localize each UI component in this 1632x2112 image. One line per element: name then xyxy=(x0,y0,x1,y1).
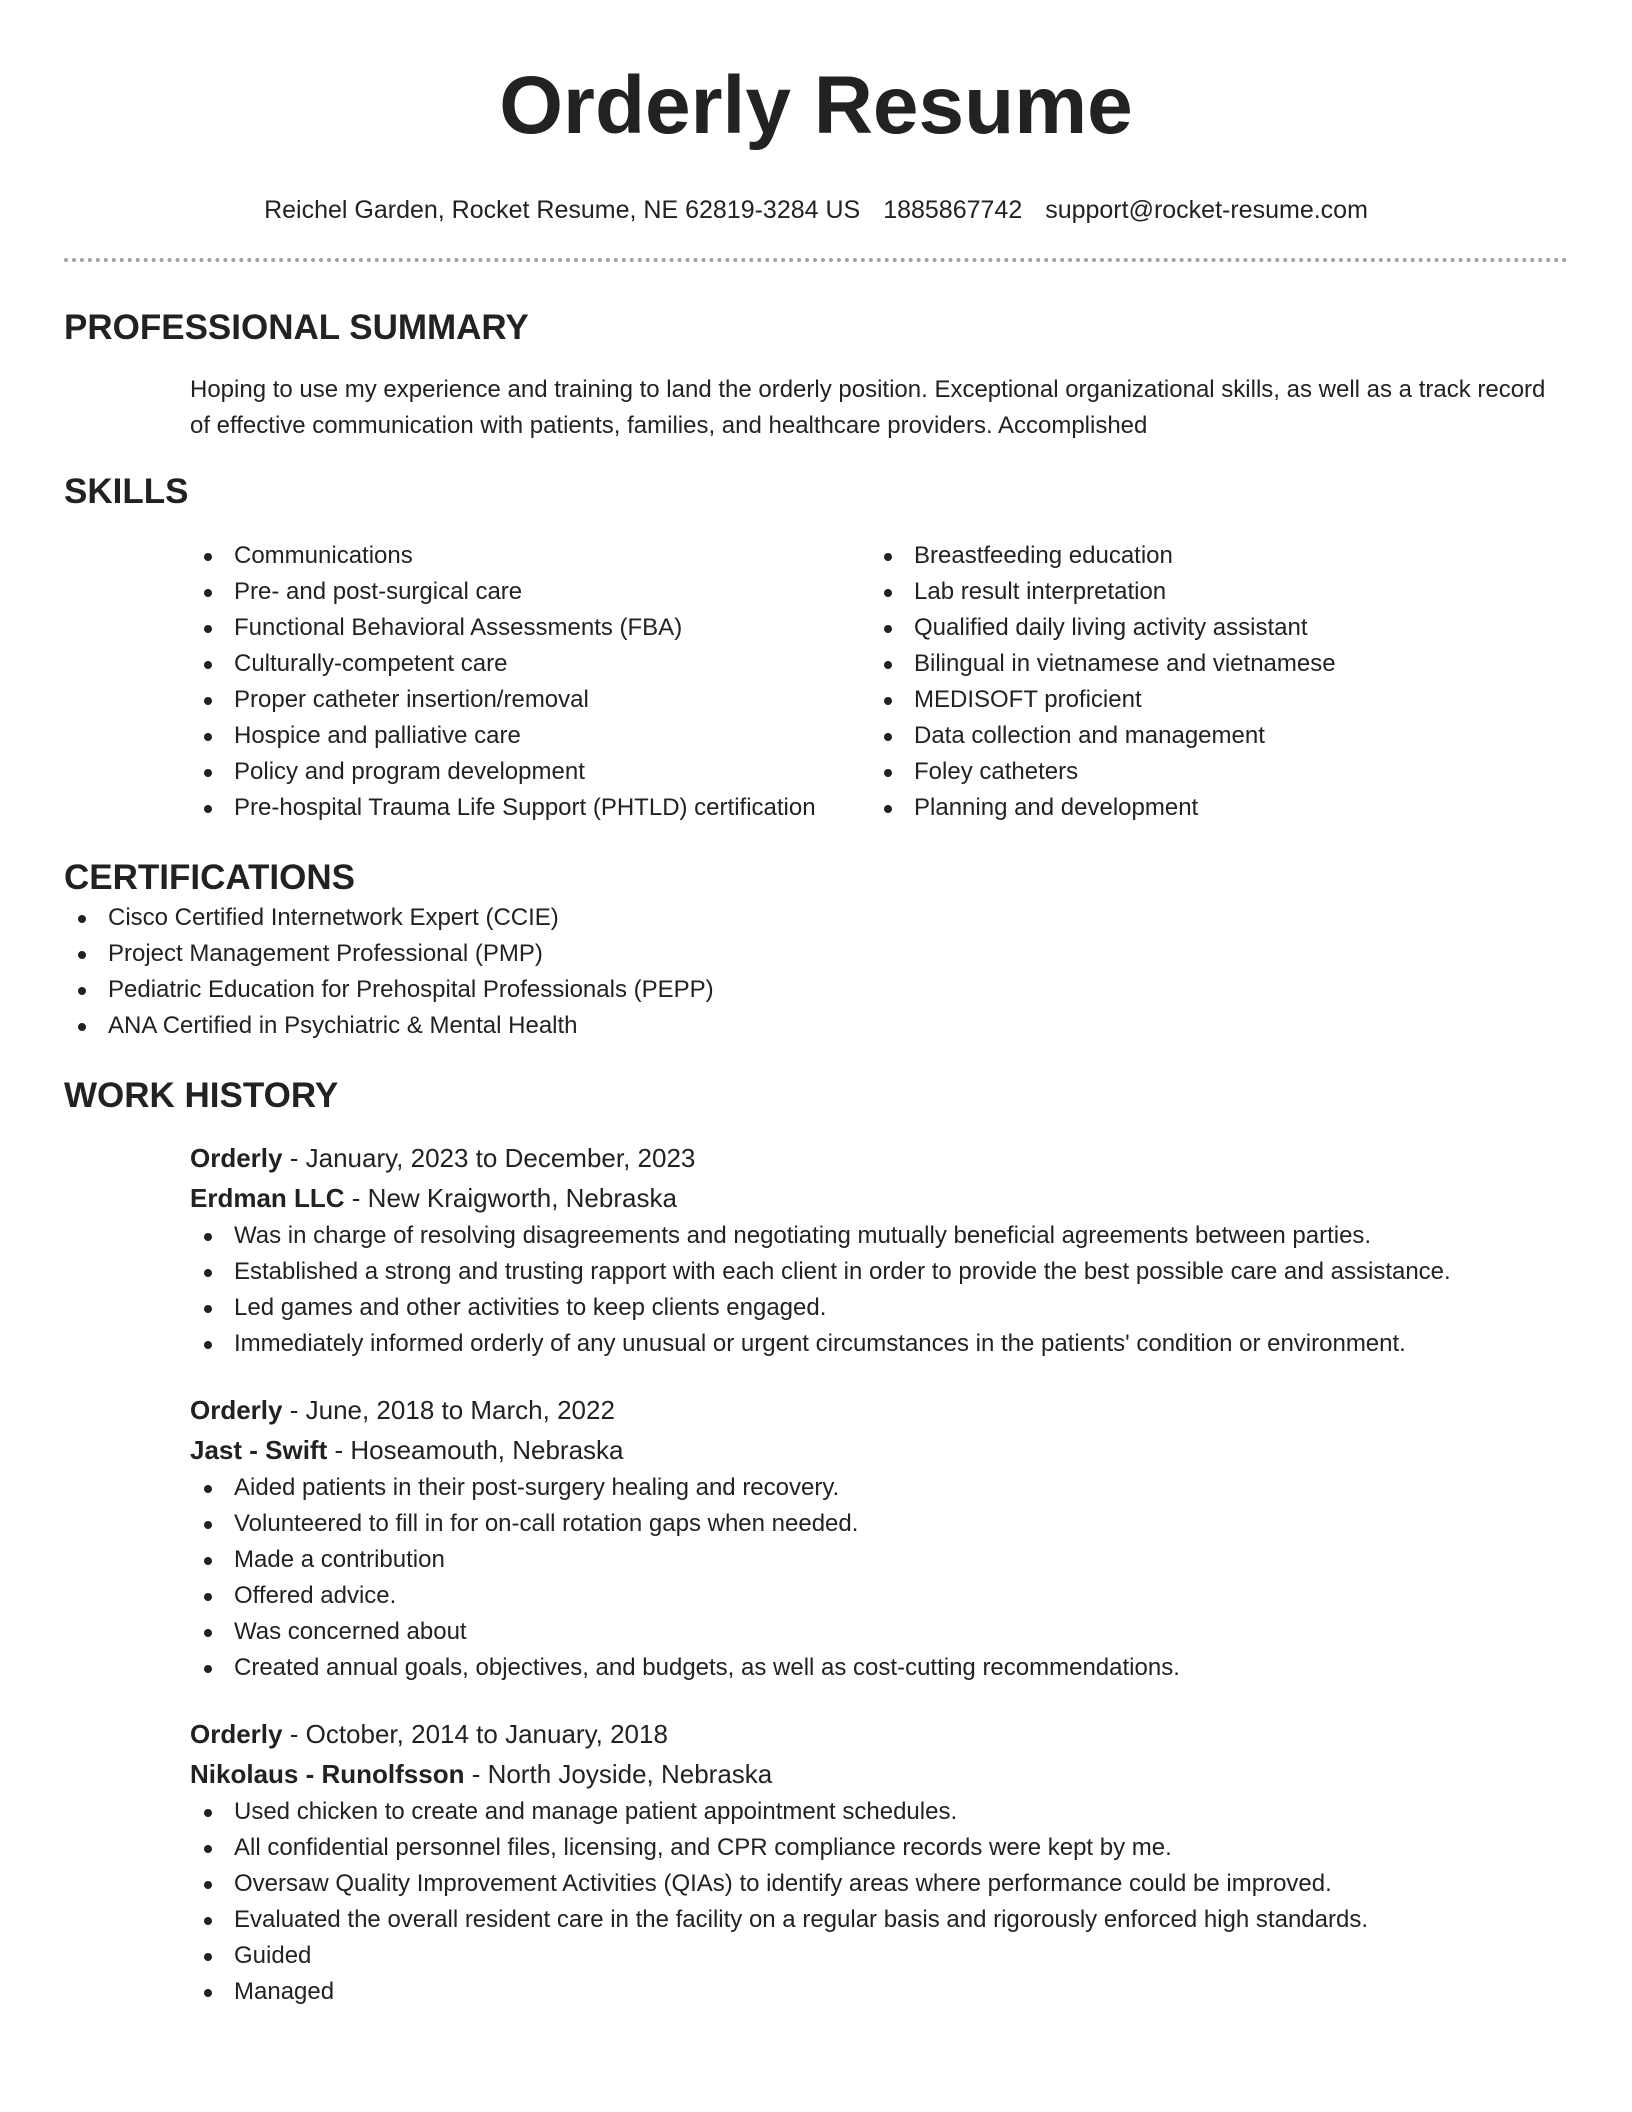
job-duty: Made a contribution xyxy=(190,1542,1568,1578)
job-duty: Managed xyxy=(190,1974,1568,2010)
skills-heading: SKILLS xyxy=(64,472,189,511)
certification-item: Project Management Professional (PMP) xyxy=(64,936,1568,972)
skill-item: Hospice and palliative care xyxy=(190,718,870,754)
job-location: - New Kraigworth, Nebraska xyxy=(344,1183,677,1213)
certification-item: ANA Certified in Psychiatric & Mental Health xyxy=(64,1008,1568,1044)
job-dates: - January, 2023 to December, 2023 xyxy=(282,1143,696,1173)
job-role: Orderly xyxy=(190,1719,283,1749)
skill-item: Policy and program development xyxy=(190,754,870,790)
certification-item: Cisco Certified Internetwork Expert (CCIE) xyxy=(64,900,1568,936)
job-entry xyxy=(190,1390,1568,1686)
skill-item: Pre- and post-surgical care xyxy=(190,574,870,610)
job-role: Orderly xyxy=(190,1143,283,1173)
job-duty: Established a strong and trusting rapport with each client in order to provide the best possible care and assistance. xyxy=(190,1254,1568,1290)
skill-item: Breastfeeding education xyxy=(870,538,1550,574)
job-company-line xyxy=(190,1430,1568,1470)
job-duty: Was concerned about xyxy=(190,1614,1568,1650)
skills-list-right xyxy=(870,538,1550,826)
job-company-line xyxy=(190,1178,1568,1218)
contact-address: Reichel Garden, Rocket Resume, NE 62819-3284 US xyxy=(264,196,861,224)
job-dates: - June, 2018 to March, 2022 xyxy=(282,1395,615,1425)
job-duty: Volunteered to fill in for on-call rotation gaps when needed. xyxy=(190,1506,1568,1542)
job-duty: Immediately informed orderly of any unusual or urgent circumstances in the patients' condition or environment. xyxy=(190,1326,1568,1362)
skills-list-left xyxy=(190,538,870,826)
skill-item: Lab result interpretation xyxy=(870,574,1550,610)
job-duty: Led games and other activities to keep clients engaged. xyxy=(190,1290,1568,1326)
job-duties-list xyxy=(190,1218,1568,1362)
certifications-heading: CERTIFICATIONS xyxy=(64,858,356,897)
skill-item: Planning and development xyxy=(870,790,1550,826)
summary-text: Hoping to use my experience and training to land the orderly position. Exceptional organizational skills, as well as a track record of effective communication with patients, families, and healthcare providers. Accomplished xyxy=(190,376,1546,439)
job-company-line xyxy=(190,1754,1568,1794)
contact-line xyxy=(64,194,1568,226)
job-duties-list xyxy=(190,1794,1568,2010)
skill-item: Data collection and management xyxy=(870,718,1550,754)
job-role-line xyxy=(190,1138,1568,1178)
certifications-list xyxy=(64,900,1568,1044)
job-location: - North Joyside, Nebraska xyxy=(464,1759,773,1789)
skill-item: Proper catheter insertion/removal xyxy=(190,682,870,718)
certification-item: Pediatric Education for Prehospital Professionals (PEPP) xyxy=(64,972,1568,1008)
job-role-line xyxy=(190,1390,1568,1430)
job-duties-list xyxy=(190,1470,1568,1686)
skill-item: Communications xyxy=(190,538,870,574)
skill-item: Bilingual in vietnamese and vietnamese xyxy=(870,646,1550,682)
job-entry xyxy=(190,1714,1568,2010)
skill-item: Functional Behavioral Assessments (FBA) xyxy=(190,610,870,646)
skill-item: MEDISOFT proficient xyxy=(870,682,1550,718)
job-company: Jast - Swift xyxy=(190,1435,328,1465)
job-dates: - October, 2014 to January, 2018 xyxy=(282,1719,668,1749)
skills-column-right xyxy=(870,538,1550,826)
contact-email: support@rocket-resume.com xyxy=(1045,196,1368,224)
job-entry xyxy=(190,1138,1568,1362)
skills-columns xyxy=(190,538,1568,826)
job-duty: Offered advice. xyxy=(190,1578,1568,1614)
job-duty: All confidential personnel files, licensing, and CPR compliance records were kept by me. xyxy=(190,1830,1568,1866)
skill-item: Foley catheters xyxy=(870,754,1550,790)
job-duty: Evaluated the overall resident care in the facility on a regular basis and rigorously enforced high standards. xyxy=(190,1902,1568,1938)
skill-item: Culturally-competent care xyxy=(190,646,870,682)
job-duty: Used chicken to create and manage patient appointment schedules. xyxy=(190,1794,1568,1830)
job-duty: Was in charge of resolving disagreements and negotiating mutually beneficial agreements between parties. xyxy=(190,1218,1568,1254)
job-duty: Created annual goals, objectives, and budgets, as well as cost-cutting recommendations. xyxy=(190,1650,1568,1686)
skill-item: Pre-hospital Trauma Life Support (PHTLD) certification xyxy=(190,790,870,826)
job-location: - Hoseamouth, Nebraska xyxy=(327,1435,624,1465)
job-duty: Oversaw Quality Improvement Activities (QIAs) to identify areas where performance could be improved. xyxy=(190,1866,1568,1902)
resume-title: Orderly Resume xyxy=(499,60,1133,151)
contact-phone: 1885867742 xyxy=(883,196,1023,224)
job-company: Erdman LLC xyxy=(190,1183,345,1213)
job-duty: Guided xyxy=(190,1938,1568,1974)
job-company: Nikolaus - Runolfsson xyxy=(190,1759,465,1789)
header-divider xyxy=(64,258,1568,262)
summary-heading: PROFESSIONAL SUMMARY xyxy=(64,308,529,347)
work-history-heading: WORK HISTORY xyxy=(64,1076,339,1115)
job-role-line xyxy=(190,1714,1568,1754)
skills-column-left xyxy=(190,538,870,826)
job-role: Orderly xyxy=(190,1395,283,1425)
skill-item: Qualified daily living activity assistant xyxy=(870,610,1550,646)
job-duty: Aided patients in their post-surgery healing and recovery. xyxy=(190,1470,1568,1506)
